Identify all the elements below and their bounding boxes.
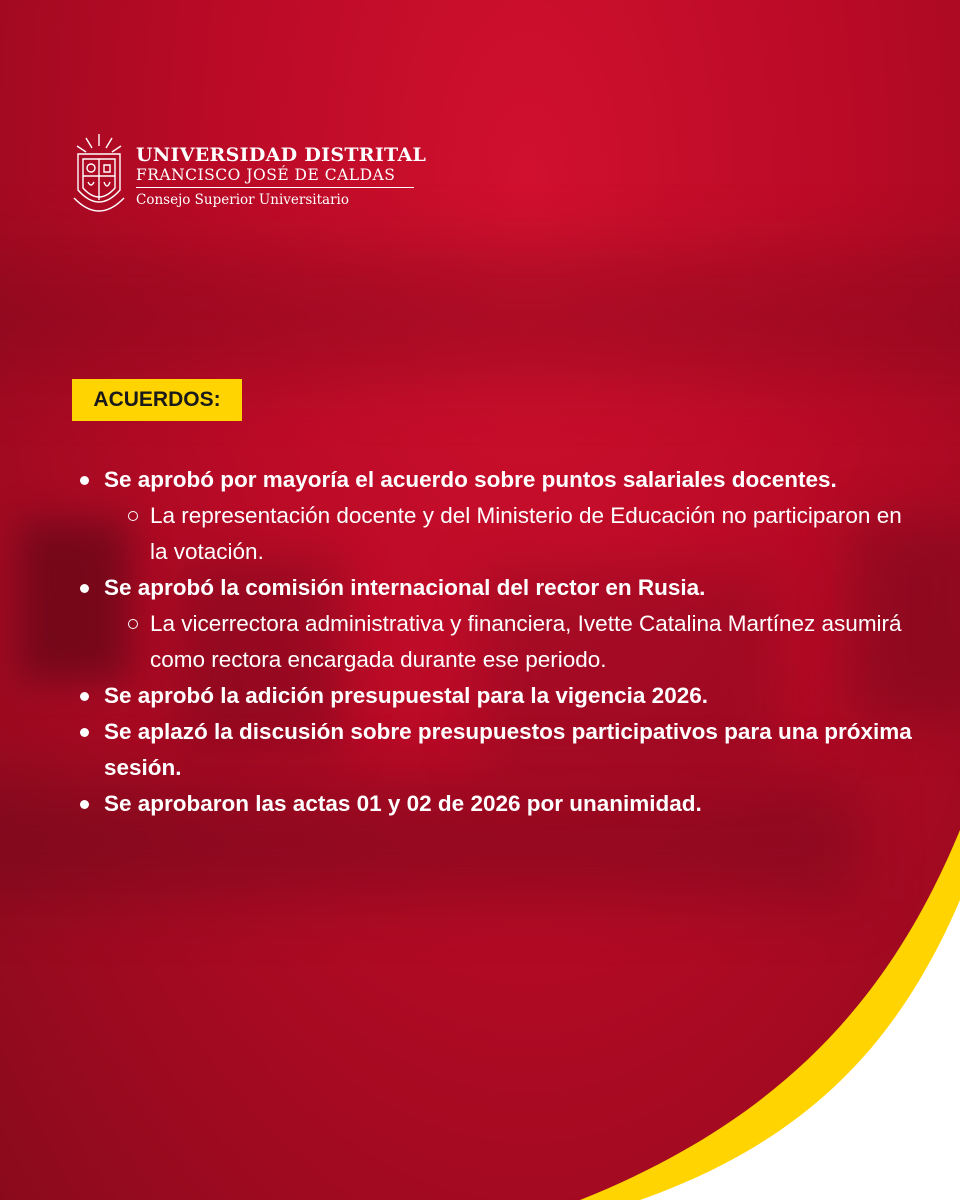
agreement-subitem-text: La representación docente y del Ministerio de Educación no participaron en la votación. bbox=[150, 503, 902, 564]
agreement-text: Se aplazó la discusión sobre presupuestos participativos para una próxima sesión. bbox=[104, 719, 912, 780]
agreements-list bbox=[74, 462, 914, 822]
council-name: Consejo Superior Universitario bbox=[136, 192, 349, 209]
agreement-item bbox=[74, 678, 914, 714]
crest-icon bbox=[70, 132, 128, 220]
university-name: UNIVERSIDAD DISTRITAL bbox=[136, 143, 427, 166]
agreement-text: Se aprobó por mayoría el acuerdo sobre puntos salariales docentes. bbox=[104, 467, 837, 492]
agreement-item bbox=[74, 570, 914, 678]
agreement-text: Se aprobó la comisión internacional del rector en Rusia. bbox=[104, 575, 706, 600]
agreement-sublist bbox=[104, 498, 914, 570]
circle-bullet-icon bbox=[128, 619, 138, 629]
agreement-subitem bbox=[104, 606, 914, 678]
logo-divider bbox=[136, 187, 414, 189]
bullet-icon bbox=[80, 476, 89, 485]
agreement-item bbox=[74, 786, 914, 822]
agreement-item bbox=[74, 714, 914, 786]
agreement-text: Se aprobó la adición presupuestal para la vigencia 2026. bbox=[104, 683, 708, 708]
university-subname: FRANCISCO JOSÉ DE CALDAS bbox=[136, 165, 396, 184]
agreement-subitem bbox=[104, 498, 914, 570]
agreement-text: Se aprobaron las actas 01 y 02 de 2026 por unanimidad. bbox=[104, 791, 702, 816]
bullet-icon bbox=[80, 692, 89, 701]
agreement-subitem-text: La vicerrectora administrativa y financiera, Ivette Catalina Martínez asumirá como rectora encargada durante ese periodo. bbox=[150, 611, 902, 672]
bullet-icon bbox=[80, 584, 89, 593]
agreement-sublist bbox=[104, 606, 914, 678]
circle-bullet-icon bbox=[128, 511, 138, 521]
logo-text bbox=[136, 144, 426, 209]
section-tag-label: ACUERDOS: bbox=[93, 388, 221, 411]
bullet-icon bbox=[80, 728, 89, 737]
bullet-icon bbox=[80, 800, 89, 809]
agreement-item bbox=[74, 462, 914, 570]
university-logo bbox=[70, 132, 426, 220]
section-tag bbox=[72, 379, 242, 421]
